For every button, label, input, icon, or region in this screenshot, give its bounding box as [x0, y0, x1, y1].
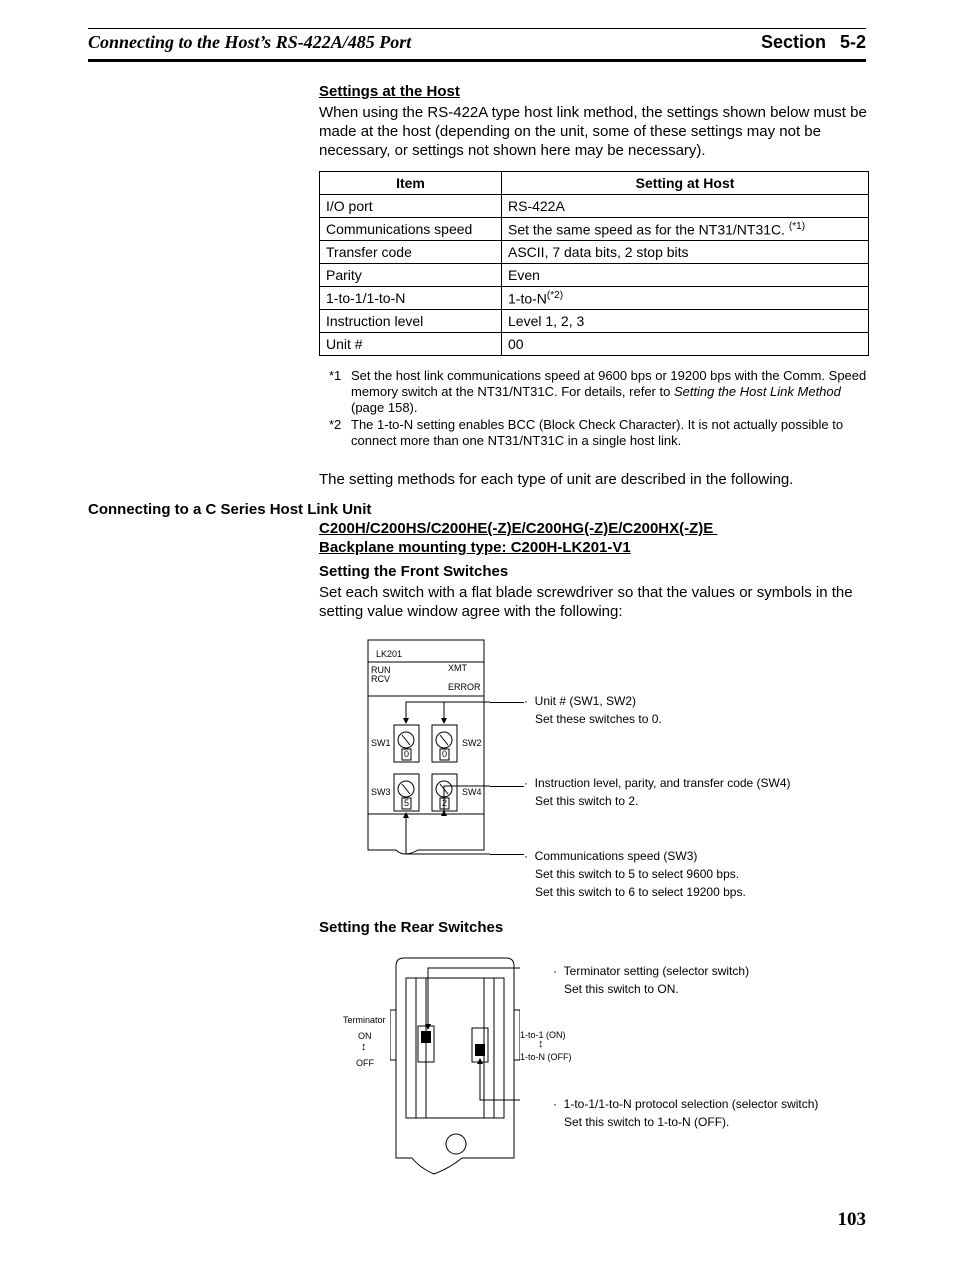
- sw3-value: 5: [404, 798, 410, 808]
- c-series-side-heading: Connecting to a C Series Host Link Unit: [88, 501, 372, 518]
- arrow-protocol: [477, 1058, 483, 1064]
- sw2-slot: [440, 735, 448, 745]
- arrow-sw1: [403, 718, 409, 724]
- table-row: [320, 310, 869, 333]
- footnote-text: Set the host link communications speed at 9600 bps or 19200 bps with the Comm. Speed memory switch at the NT31/NT31C. For details, refer to: [351, 368, 867, 399]
- setting-text: 00: [508, 336, 524, 352]
- leader-ext-3: [490, 854, 524, 855]
- off-label: OFF: [356, 1058, 374, 1068]
- bullet: ·: [553, 964, 557, 978]
- footnote-text: The 1-to-N setting enables BCC (Block Check Character). It is not actually possible to connect more than one NT31/NT31C in a single host link.: [351, 417, 844, 448]
- table-header-row: [320, 172, 869, 195]
- annotation-detail: Set this switch to 2.: [535, 794, 639, 808]
- annotation-detail: Set this switch to 1-to-N (OFF).: [564, 1115, 730, 1129]
- annotation-protocol: [553, 1095, 818, 1131]
- sw4-value: 2: [442, 798, 448, 808]
- annotation-title: Instruction level, parity, and transfer code (SW4): [534, 776, 791, 790]
- table-row: [320, 241, 869, 264]
- front-switches-heading: Setting the Front Switches: [319, 563, 509, 580]
- annotation-detail: Set these switches to 0.: [535, 712, 662, 726]
- leader-terminator: [428, 968, 520, 1024]
- sw3-slot: [402, 784, 410, 794]
- footnotes: [329, 368, 869, 450]
- model-line-1: C200H/C200HS/C200HE(-Z)E/C200HG(-Z)E/C200HX(-Z)E: [319, 520, 718, 537]
- annotation-detail: Set this switch to 6 to select 19200 bps.: [535, 885, 746, 899]
- page-number: 103: [837, 1209, 866, 1230]
- setting-text: 1-to-N: [508, 290, 547, 307]
- annotation-title: Terminator setting (selector switch): [563, 964, 750, 978]
- footnote-italic-ref: Setting the Host Link Method: [673, 384, 841, 399]
- table-row: [320, 264, 869, 287]
- arrow-sw3: [403, 812, 409, 818]
- on-label: ON: [358, 1031, 372, 1041]
- terminator-label: Terminator: [343, 1015, 386, 1025]
- bullet: ·: [553, 1097, 557, 1111]
- sw4-label: SW4: [462, 787, 482, 797]
- annotation-detail: Set this switch to ON.: [564, 982, 679, 996]
- unit-label: LK201: [376, 649, 403, 659]
- sw3-label: SW3: [371, 787, 391, 797]
- cell-setting: [502, 310, 869, 333]
- footnote-ref: (*1): [788, 220, 806, 232]
- error-led-label: ERROR: [448, 682, 481, 692]
- setting-text: Even: [508, 267, 540, 283]
- bullet: ·: [524, 849, 528, 863]
- cell-setting: [502, 195, 869, 218]
- table-row: [320, 195, 869, 218]
- leader-sw3: [406, 818, 490, 854]
- cell-item: Unit #: [320, 333, 502, 356]
- footnote-1: [329, 368, 869, 416]
- protocol-knob: [475, 1044, 485, 1056]
- cell-setting: [502, 287, 869, 310]
- running-title: Connecting to the Host’s RS-422A/485 Port: [88, 32, 412, 52]
- run-led-label: RUN: [371, 665, 391, 675]
- annotation-sw4: [524, 774, 791, 810]
- cell-setting: [502, 333, 869, 356]
- annotation-title: Communications speed (SW3): [534, 849, 698, 863]
- left-clip: [390, 1010, 396, 1060]
- setting-text: Set the same speed as for the NT31/NT31C.: [508, 221, 789, 238]
- cell-item: Communications speed: [320, 218, 502, 241]
- col-header-setting: Setting at Host: [502, 172, 869, 195]
- setting-text: RS-422A: [508, 198, 565, 214]
- sw1-label: SW1: [371, 738, 391, 748]
- one-to-one-label: 1-to-1 (ON): [520, 1030, 566, 1040]
- annotation-sw3: [524, 847, 746, 901]
- host-settings-table: [319, 171, 869, 356]
- header-rule-bottom: [88, 59, 866, 62]
- annotation-title: 1-to-1/1-to-N protocol selection (selector switch): [563, 1097, 819, 1111]
- front-switches-paragraph: Set each switch with a flat blade screwdriver so that the values or symbols in the setting value window agree with the following:: [319, 584, 853, 620]
- col-header-item: Item: [320, 172, 502, 195]
- mounting-hole: [446, 1134, 466, 1154]
- cell-item: 1-to-1/1-to-N: [320, 287, 502, 310]
- up-down-arrow-icon: ↕: [538, 1038, 544, 1050]
- section-word: Section: [760, 32, 826, 52]
- header-rule-top: [88, 28, 866, 29]
- leader-unit-number: [406, 702, 490, 718]
- sw2-value: 0: [442, 749, 448, 759]
- footnote-text-end: (page 158).: [351, 400, 418, 415]
- one-to-n-label: 1-to-N (OFF): [520, 1052, 572, 1062]
- table-row: [320, 218, 869, 241]
- rear-panel-outline: [396, 958, 514, 1174]
- methods-text: The setting methods for each type of unit are described in the following.: [319, 471, 794, 488]
- settings-host-heading: Settings at the Host: [319, 83, 460, 100]
- rear-panel-diagram: [390, 954, 520, 1178]
- footnote-mark: *1: [329, 368, 342, 383]
- footnote-mark: *2: [329, 417, 342, 432]
- annotation-unit-number: [524, 692, 662, 728]
- sw1-slot: [402, 735, 410, 745]
- cell-setting: [502, 264, 869, 287]
- model-line-2: Backplane mounting type: C200H-LK201-V1: [319, 539, 631, 556]
- terminator-knob: [421, 1031, 431, 1043]
- annotation-terminator: [553, 962, 749, 998]
- footnote-2: [329, 417, 869, 449]
- section-label: [747, 32, 866, 53]
- annotation-title: Unit # (SW1, SW2): [534, 694, 637, 708]
- table-row: [320, 287, 869, 310]
- leader-ext-2: [490, 786, 524, 787]
- footnote-ref: (*2): [546, 289, 564, 301]
- table-row: [320, 333, 869, 356]
- setting-text: ASCII, 7 data bits, 2 stop bits: [508, 244, 689, 260]
- sw1-value: 0: [404, 749, 410, 759]
- cell-item: I/O port: [320, 195, 502, 218]
- cell-setting: [502, 218, 869, 241]
- annotation-detail: Set this switch to 5 to select 9600 bps.: [535, 867, 740, 881]
- leader-ext-1: [490, 702, 524, 703]
- cell-item: Transfer code: [320, 241, 502, 264]
- bullet: ·: [524, 694, 528, 708]
- xmt-led-label: XMT: [448, 663, 467, 673]
- settings-host-paragraph: When using the RS-422A type host link method, the settings shown below must be made at the host (depending on the unit, some of these settings may not be necessary, or settings not shown here may be necessary).: [319, 104, 867, 159]
- up-down-arrow-icon: ↕: [361, 1041, 367, 1053]
- setting-text: Level 1, 2, 3: [508, 313, 585, 329]
- rcv-led-label: RCV: [371, 674, 391, 684]
- arrow-sw2: [441, 718, 447, 724]
- bullet: ·: [524, 776, 528, 790]
- rear-switches-heading: Setting the Rear Switches: [319, 919, 504, 936]
- cell-item: Instruction level: [320, 310, 502, 333]
- rear-inner-frame: [406, 978, 504, 1118]
- section-number: 5-2: [839, 32, 866, 52]
- cell-item: Parity: [320, 264, 502, 287]
- sw2-label: SW2: [462, 738, 482, 748]
- cell-setting: [502, 241, 869, 264]
